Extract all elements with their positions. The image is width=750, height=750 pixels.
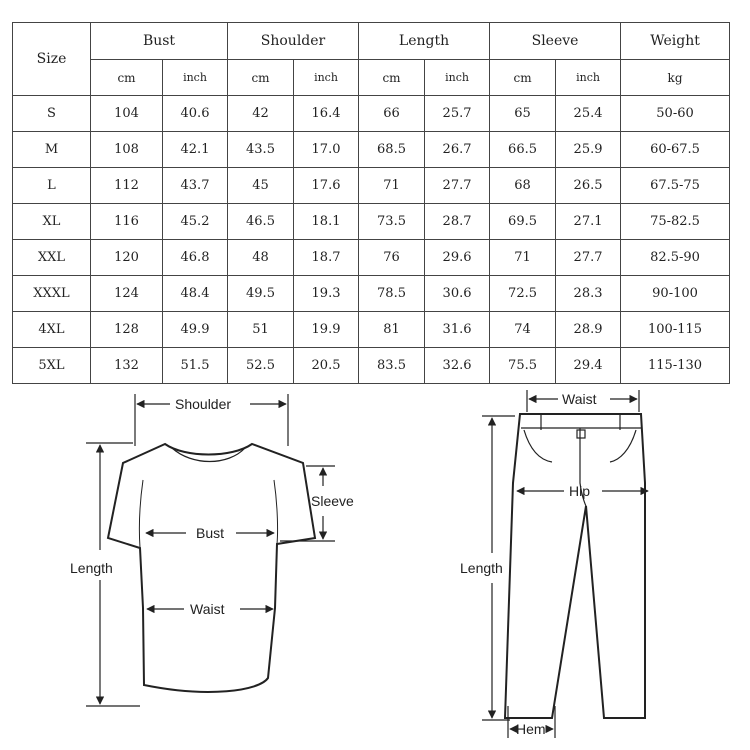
table-cell: 43.7 bbox=[163, 168, 228, 204]
table-cell: 132 bbox=[91, 348, 163, 384]
pants-outline bbox=[505, 414, 645, 718]
table-cell: 46.8 bbox=[163, 240, 228, 276]
tshirt-left-sleeve-seam bbox=[139, 480, 143, 548]
table-cell: 66 bbox=[359, 96, 425, 132]
table-cell: 20.5 bbox=[294, 348, 359, 384]
table-cell: 51 bbox=[228, 312, 294, 348]
table-cell: 78.5 bbox=[359, 276, 425, 312]
length-label: Length bbox=[70, 560, 113, 576]
pants-hip-label: Hip bbox=[569, 483, 591, 499]
table-cell: 17.0 bbox=[294, 132, 359, 168]
measurement-diagrams bbox=[0, 388, 750, 750]
unit-header: cm bbox=[91, 60, 163, 96]
tshirt-measure-lines bbox=[86, 394, 335, 706]
table-cell: 74 bbox=[490, 312, 556, 348]
table-cell: 51.5 bbox=[163, 348, 228, 384]
pants-length-label: Length bbox=[460, 560, 503, 576]
table-cell: 81 bbox=[359, 312, 425, 348]
table-cell: 66.5 bbox=[490, 132, 556, 168]
table-cell: 60-67.5 bbox=[621, 132, 730, 168]
pants-diagram bbox=[505, 414, 645, 718]
unit-header: cm bbox=[228, 60, 294, 96]
table-cell: 116 bbox=[91, 204, 163, 240]
table-cell: 76 bbox=[359, 240, 425, 276]
table-cell: 45.2 bbox=[163, 204, 228, 240]
table-cell: 65 bbox=[490, 96, 556, 132]
table-cell: 108 bbox=[91, 132, 163, 168]
sleeve-label: Sleeve bbox=[311, 493, 354, 509]
table-cell: 120 bbox=[91, 240, 163, 276]
pants-hem-label: Hem bbox=[516, 721, 546, 737]
table-cell: 25.7 bbox=[425, 96, 490, 132]
table-cell: 28.9 bbox=[556, 312, 621, 348]
table-cell: 124 bbox=[91, 276, 163, 312]
table-cell: 67.5-75 bbox=[621, 168, 730, 204]
size-cell: XXXL bbox=[13, 276, 91, 312]
table-cell: 27.7 bbox=[556, 240, 621, 276]
table-cell: 26.7 bbox=[425, 132, 490, 168]
table-cell: 30.6 bbox=[425, 276, 490, 312]
table-cell: 18.7 bbox=[294, 240, 359, 276]
table-cell: 19.3 bbox=[294, 276, 359, 312]
unit-header: inch bbox=[556, 60, 621, 96]
table-cell: 104 bbox=[91, 96, 163, 132]
tshirt-outline bbox=[108, 444, 315, 692]
size-cell: L bbox=[13, 168, 91, 204]
pants-left-pocket bbox=[524, 430, 552, 462]
table-cell: 17.6 bbox=[294, 168, 359, 204]
table-cell: 90-100 bbox=[621, 276, 730, 312]
unit-header: cm bbox=[490, 60, 556, 96]
size-column-header: Size bbox=[13, 23, 91, 96]
table-cell: 27.7 bbox=[425, 168, 490, 204]
table-cell: 68.5 bbox=[359, 132, 425, 168]
table-row bbox=[13, 276, 730, 312]
table-row bbox=[13, 96, 730, 132]
pants-right-pocket bbox=[610, 430, 636, 462]
table-cell: 25.9 bbox=[556, 132, 621, 168]
table-cell: 69.5 bbox=[490, 204, 556, 240]
table-cell: 50-60 bbox=[621, 96, 730, 132]
table-cell: 32.6 bbox=[425, 348, 490, 384]
table-cell: 26.5 bbox=[556, 168, 621, 204]
tshirt-right-sleeve-seam bbox=[274, 480, 278, 544]
table-cell: 52.5 bbox=[228, 348, 294, 384]
table-cell: 29.4 bbox=[556, 348, 621, 384]
table-row bbox=[13, 204, 730, 240]
table-cell: 75-82.5 bbox=[621, 204, 730, 240]
table-cell: 115-130 bbox=[621, 348, 730, 384]
bust-label: Bust bbox=[196, 525, 225, 541]
table-cell: 42.1 bbox=[163, 132, 228, 168]
table-cell: 75.5 bbox=[490, 348, 556, 384]
size-cell: M bbox=[13, 132, 91, 168]
shoulder-label: Shoulder bbox=[175, 396, 232, 412]
table-cell: 28.3 bbox=[556, 276, 621, 312]
column-group-header: Shoulder bbox=[228, 23, 359, 60]
column-group-header: Bust bbox=[91, 23, 228, 60]
tshirt-diagram bbox=[108, 444, 315, 692]
table-cell: 73.5 bbox=[359, 204, 425, 240]
size-cell: XL bbox=[13, 204, 91, 240]
table-cell: 48.4 bbox=[163, 276, 228, 312]
table-cell: 100-115 bbox=[621, 312, 730, 348]
table-cell: 16.4 bbox=[294, 96, 359, 132]
table-cell: 48 bbox=[228, 240, 294, 276]
table-cell: 82.5-90 bbox=[621, 240, 730, 276]
table-cell: 29.6 bbox=[425, 240, 490, 276]
table-cell: 49.5 bbox=[228, 276, 294, 312]
size-cell: 4XL bbox=[13, 312, 91, 348]
weight-header: Weight bbox=[621, 23, 730, 60]
weight-unit-header: kg bbox=[621, 60, 730, 96]
table-cell: 18.1 bbox=[294, 204, 359, 240]
table-cell: 45 bbox=[228, 168, 294, 204]
table-cell: 31.6 bbox=[425, 312, 490, 348]
table-row bbox=[13, 132, 730, 168]
table-cell: 43.5 bbox=[228, 132, 294, 168]
table-row bbox=[13, 312, 730, 348]
table-cell: 25.4 bbox=[556, 96, 621, 132]
table-cell: 71 bbox=[490, 240, 556, 276]
table-cell: 42 bbox=[228, 96, 294, 132]
measurement-diagram-svg bbox=[0, 388, 750, 750]
size-chart-table bbox=[12, 22, 730, 384]
table-cell: 83.5 bbox=[359, 348, 425, 384]
table-cell: 128 bbox=[91, 312, 163, 348]
table-cell: 28.7 bbox=[425, 204, 490, 240]
table-cell: 46.5 bbox=[228, 204, 294, 240]
table-cell: 68 bbox=[490, 168, 556, 204]
table-cell: 49.9 bbox=[163, 312, 228, 348]
table-cell: 71 bbox=[359, 168, 425, 204]
unit-header: cm bbox=[359, 60, 425, 96]
table-cell: 72.5 bbox=[490, 276, 556, 312]
size-cell: 5XL bbox=[13, 348, 91, 384]
pants-button bbox=[577, 430, 585, 438]
column-group-header: Sleeve bbox=[490, 23, 621, 60]
unit-header: inch bbox=[425, 60, 490, 96]
table-cell: 112 bbox=[91, 168, 163, 204]
table-cell: 40.6 bbox=[163, 96, 228, 132]
waist-label: Waist bbox=[190, 601, 225, 617]
pants-waist-label: Waist bbox=[562, 391, 597, 407]
table-cell: 19.9 bbox=[294, 312, 359, 348]
column-group-header: Length bbox=[359, 23, 490, 60]
table-row bbox=[13, 240, 730, 276]
table-row bbox=[13, 168, 730, 204]
unit-header: inch bbox=[163, 60, 228, 96]
size-cell: XXL bbox=[13, 240, 91, 276]
table-row bbox=[13, 348, 730, 384]
table-cell: 27.1 bbox=[556, 204, 621, 240]
unit-header: inch bbox=[294, 60, 359, 96]
size-cell: S bbox=[13, 96, 91, 132]
